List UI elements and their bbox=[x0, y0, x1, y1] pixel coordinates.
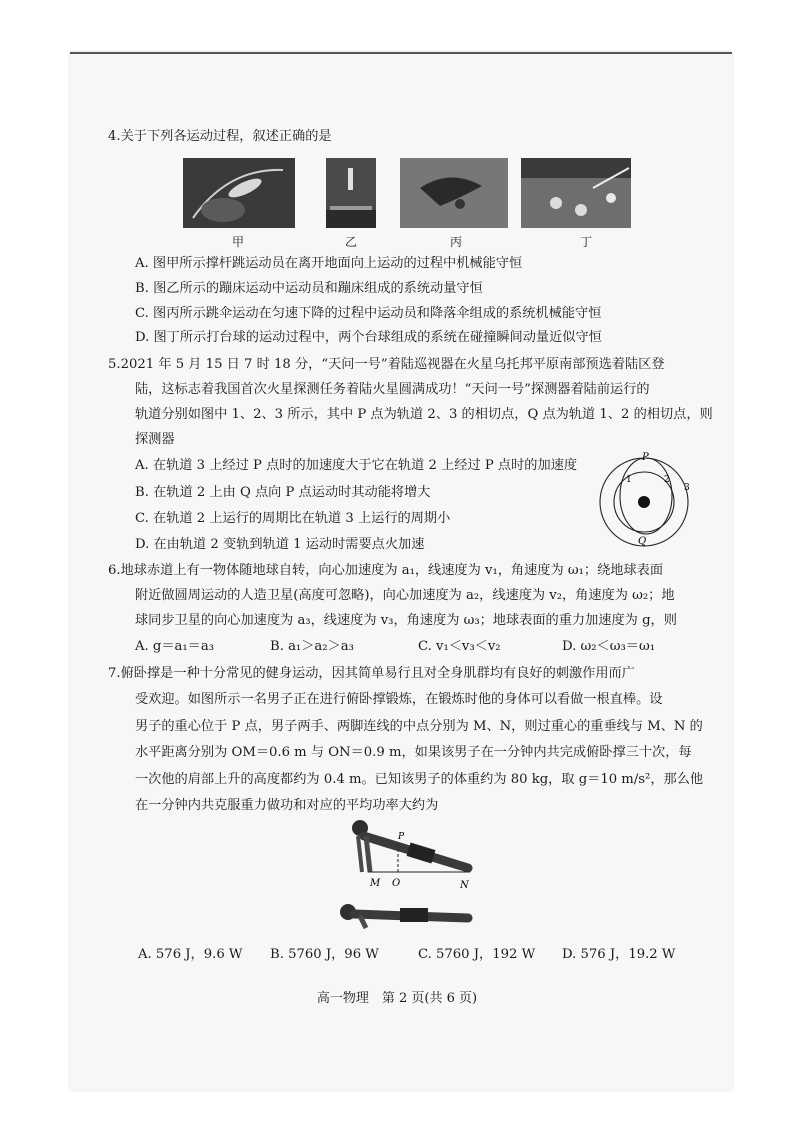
pushup-up-figure bbox=[352, 820, 468, 872]
q6-stem-line-2: 附近做圆周运动的人造卫星(高度可忽略)，向心加速度为 a₂，线速度为 v₂，角速度为 ω₂；地 bbox=[135, 588, 675, 603]
label-orbit-2: 2 bbox=[664, 475, 670, 485]
pole-vault-image bbox=[183, 158, 295, 228]
caption-ding: 丁 bbox=[580, 235, 593, 249]
q4-option-a: A. 图甲所示撑杆跳运动员在离开地面向上运动的过程中机械能守恒 bbox=[135, 256, 523, 271]
label-o: O bbox=[392, 878, 401, 889]
trampoline-image bbox=[326, 158, 376, 228]
q7-stem-line-3: 男子的重心位于 P 点，男子两手、两脚连线的中点分别为 M、N，则过重心的重垂线与 M、N 的 bbox=[135, 719, 703, 734]
photo-parachute bbox=[400, 158, 508, 228]
q5-stem-line-4: 探测器 bbox=[135, 432, 175, 447]
q7-stem-line-2: 受欢迎。如图所示一名男子正在进行俯卧撑锻炼，在锻炼时他的身体可以看做一根直棒。设 bbox=[135, 692, 663, 707]
q5-stem-line-3: 轨道分别如图中 1、2、3 所示，其中 P 点为轨道 2、3 的相切点，Q 点为轨道 1、2 的相切点，则 bbox=[135, 407, 713, 422]
q6-option-d: D. ω₂＜ω₃＝ω₁ bbox=[562, 639, 655, 654]
q5-option-b: B. 在轨道 2 上由 Q 点向 P 点运动时其动能将增大 bbox=[135, 485, 431, 500]
label-p: P bbox=[642, 452, 649, 463]
q5-option-d: D. 在由轨道 2 变轨到轨道 1 运动时需要点火加速 bbox=[135, 537, 425, 552]
caption-jia: 甲 bbox=[232, 235, 245, 249]
label-orbit-1: 1 bbox=[626, 475, 632, 485]
q7-option-d: D. 576 J，19.2 W bbox=[562, 947, 676, 962]
label-n: N bbox=[460, 880, 469, 891]
q4-stem: 4.关于下列各运动过程，叙述正确的是 bbox=[108, 129, 332, 144]
label-m: M bbox=[370, 878, 381, 889]
top-rule bbox=[70, 52, 732, 54]
planet bbox=[638, 496, 650, 508]
q4-option-d: D. 图丁所示打台球的运动过程中，两个台球组成的系统在碰撞瞬间动量近似守恒 bbox=[135, 330, 602, 345]
caption-bing: 丙 bbox=[450, 235, 463, 249]
q6-option-a: A. g＝a₁＝a₃ bbox=[135, 639, 215, 654]
q7-option-b: B. 5760 J，96 W bbox=[270, 947, 379, 962]
photo-trampoline bbox=[326, 158, 376, 228]
q6-option-b: B. a₁＞a₂＞a₃ bbox=[270, 639, 354, 654]
q7-stem-line-1: 7.俯卧撑是一种十分常见的健身运动，因其简单易行且对全身肌群均有良好的刺激作用而广 bbox=[108, 666, 635, 681]
pushup-diagram bbox=[328, 812, 488, 937]
photo-pole-vault bbox=[183, 158, 295, 228]
q5-option-a: A. 在轨道 3 上经过 P 点时的加速度大于它在轨道 2 上经过 P 点时的加速度 bbox=[135, 458, 578, 473]
q6-stem-line-3: 球同步卫星的向心加速度为 a₃，线速度为 v₃，角速度为 ω₃；地球表面的重力加速度为 g，则 bbox=[135, 613, 677, 628]
billiards-image bbox=[521, 158, 631, 228]
q5-stem-line-2: 陆，这标志着我国首次火星探测任务着陆火星圆满成功！“天问一号”探测器着陆前运行的 bbox=[135, 382, 650, 397]
page-footer: 高一物理 第 2 页(共 6 页) bbox=[316, 991, 478, 1006]
q6-option-c: C. v₁＜v₃＜v₂ bbox=[418, 639, 501, 654]
q7-stem-line-6: 在一分钟内共克服重力做功和对应的平均功率大约为 bbox=[135, 798, 439, 813]
pushup-down-figure bbox=[340, 904, 468, 928]
q7-option-a: A. 576 J，9.6 W bbox=[138, 947, 243, 962]
label-p-point: P bbox=[398, 832, 405, 842]
parachute-image bbox=[400, 158, 508, 228]
q5-option-c: C. 在轨道 2 上运行的周期比在轨道 3 上运行的周期小 bbox=[135, 511, 451, 526]
label-orbit-3: 3 bbox=[684, 483, 690, 493]
q7-stem-line-5: 一次他的肩部上升的高度都约为 0.4 m。已知该男子的体重约为 80 kg，取 g＝10 m/s²，那么他 bbox=[135, 772, 704, 787]
q4-option-b: B. 图乙所示的蹦床运动中运动员和蹦床组成的系统动量守恒 bbox=[135, 281, 483, 296]
q4-option-c: C. 图丙所示跳伞运动在匀速下降的过程中运动员和降落伞组成的系统机械能守恒 bbox=[135, 306, 602, 321]
orbit-2 bbox=[620, 458, 672, 534]
q7-stem-line-4: 水平距离分别为 OM＝0.6 m 与 ON＝0.9 m，如果该男子在一分钟内共完成俯卧撑三十次，每 bbox=[135, 745, 692, 760]
photo-billiards bbox=[521, 158, 631, 228]
caption-yi: 乙 bbox=[345, 235, 358, 249]
q6-stem-line-1: 6.地球赤道上有一物体随地球自转，向心加速度为 a₁，线速度为 v₁，角速度为 ω₁；绕地球表面 bbox=[108, 563, 664, 578]
q7-option-c: C. 5760 J，192 W bbox=[418, 947, 536, 962]
label-q: Q bbox=[638, 536, 647, 547]
q5-stem-line-1: 5.2021 年 5 月 15 日 7 时 18 分，“天问一号”着陆巡视器在火星乌托邦平原南部预选着陆区登 bbox=[108, 357, 665, 372]
orbit-diagram bbox=[598, 452, 694, 548]
